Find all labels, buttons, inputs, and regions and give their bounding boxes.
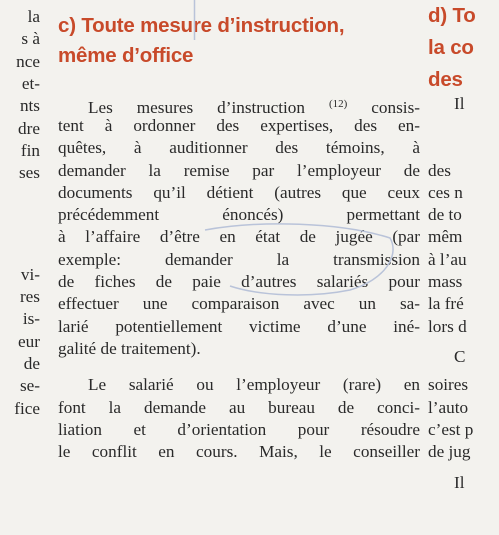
left-line: nts — [19, 96, 40, 115]
right-line: de jug — [428, 442, 471, 461]
section-heading-line: d) To — [428, 4, 476, 27]
right-line: soires — [428, 375, 469, 394]
section-heading-line: des — [428, 68, 463, 91]
footnote-ref: (12) — [328, 98, 348, 110]
left-line: vi- — [20, 265, 40, 284]
paragraph-line: liation et d’orientation pour résoudre — [58, 420, 420, 439]
left-line: nce — [16, 52, 40, 71]
left-line: de — [23, 354, 40, 373]
paragraph-line: le conflit en cours. Mais, le conseiller — [58, 442, 420, 461]
pencil-mark — [193, 0, 196, 40]
paragraph-line: exemple: demander la transmission — [58, 250, 420, 269]
left-line: fin — [20, 141, 40, 160]
paragraph-line: font la demande au bureau de conci- — [58, 398, 420, 417]
right-line: la fré — [428, 294, 464, 313]
right-line: mêm — [428, 227, 463, 246]
left-line: fice — [14, 399, 40, 418]
right-line: lors d — [428, 317, 467, 336]
right-line: mass — [428, 272, 463, 291]
paragraph-line: documents qu’il détient (autres que ceux — [58, 183, 420, 202]
left-line: dre — [18, 119, 40, 138]
right-line: Il — [454, 94, 465, 113]
left-line: is- — [22, 309, 40, 328]
right-line: ces n — [428, 183, 463, 202]
left-line: eur — [18, 332, 40, 351]
paragraph-line: demander la remise par l’employeur de — [58, 161, 420, 180]
right-column-fragment — [420, 0, 499, 535]
paragraph-line: Les mesures d’instruction $^{(12)}$ consis- — [88, 98, 420, 117]
left-line: et- — [21, 74, 40, 93]
right-line: c’est p — [428, 420, 474, 439]
left-line: se- — [19, 376, 40, 395]
paragraph-line: larié potentiellement victime d’une iné- — [58, 317, 420, 336]
section-heading-line: c) Toute mesure d’instruction, — [58, 14, 345, 37]
paragraph-line: quêtes, à auditionner des témoins, à — [58, 138, 420, 157]
paragraph-line: de fiches de paie d’autres salariés pour — [58, 272, 420, 291]
paragraph-line: effectuer une comparaison avec un sa- — [58, 294, 420, 313]
right-line: C — [454, 347, 466, 366]
paragraph-line: à l’affaire d’être en état de jugée (par — [58, 227, 420, 246]
right-line: Il — [454, 473, 465, 492]
right-line: des — [428, 161, 451, 180]
right-line: à l’au — [428, 250, 467, 269]
paragraph-line: précédemment énoncés) permettant — [58, 205, 420, 224]
left-line: la — [27, 7, 40, 26]
section-heading-line: même d’office — [58, 44, 194, 67]
right-line: l’auto — [428, 398, 469, 417]
section-heading-line: la co — [428, 36, 474, 59]
left-line: res — [19, 287, 40, 306]
left-line: ses — [18, 163, 40, 182]
right-line: de to — [428, 205, 462, 224]
left-line: s à — [21, 29, 40, 48]
paragraph-line: galité de traitement). — [58, 339, 201, 358]
paragraph-line: tent à ordonner des expertises, des en- — [58, 116, 420, 135]
paragraph-line: Le salarié ou l’employeur (rare) en — [88, 375, 420, 394]
